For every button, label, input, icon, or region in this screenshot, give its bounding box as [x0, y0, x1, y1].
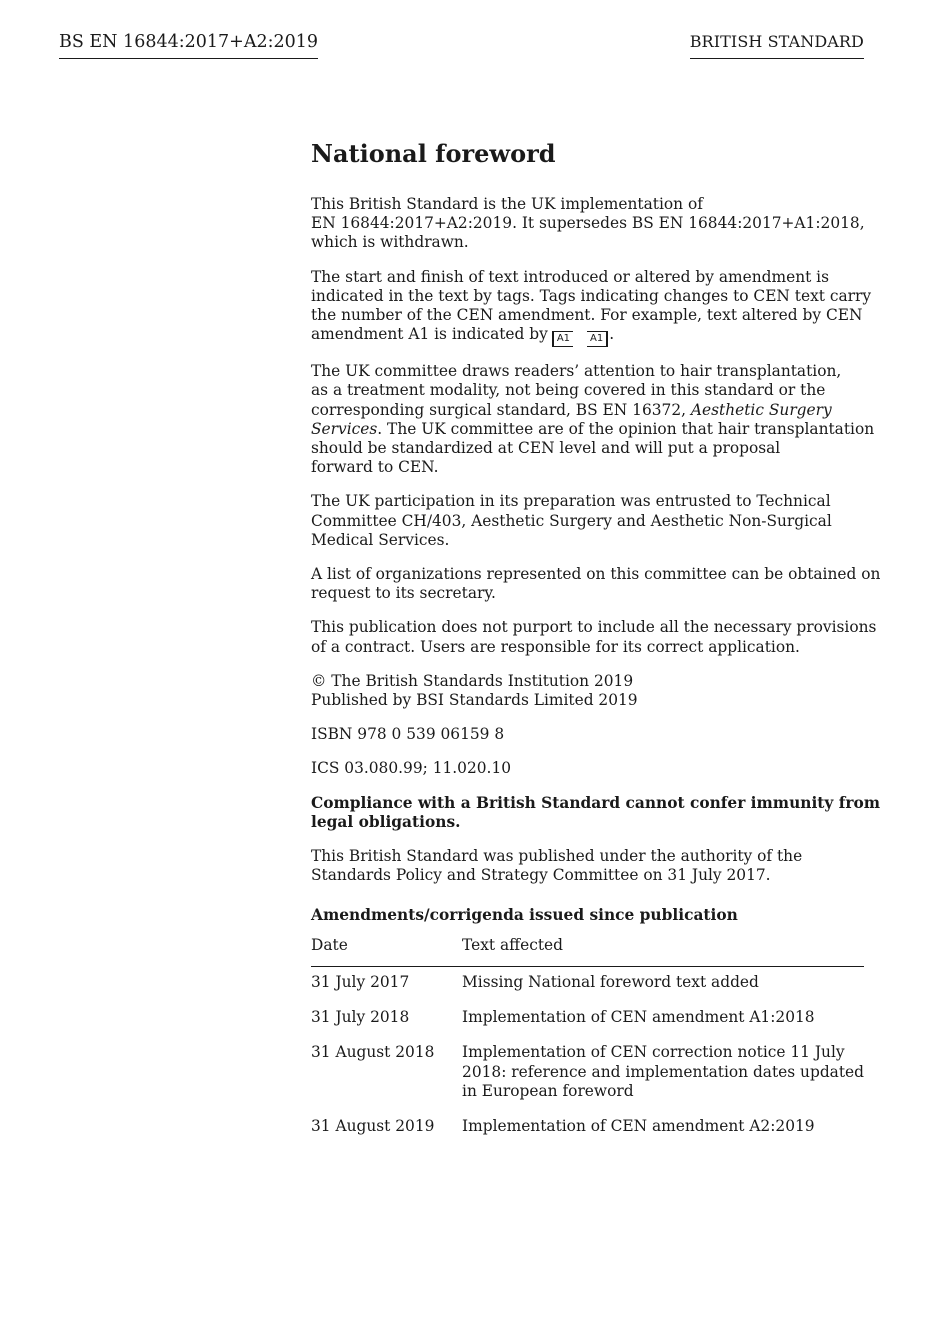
amendment-end-tag-icon: A1	[587, 331, 608, 347]
amendment-date: 31 August 2018	[311, 1043, 435, 1062]
text-line: the number of the CEN amendment. For example, text altered by CEN	[311, 306, 863, 325]
text-line: should be standardized at CEN level and will put a proposal	[311, 439, 781, 458]
table-header-row	[311, 932, 864, 967]
text-line	[311, 420, 874, 438]
text-fragment: amendment A1 is indicated by	[311, 325, 548, 344]
table-row	[311, 1117, 864, 1152]
text-line: This British Standard is the UK implementation of	[311, 195, 703, 213]
hair-transplantation-paragraph	[311, 362, 875, 477]
text-line	[311, 401, 832, 419]
text-line: legal obligations.	[311, 812, 461, 831]
text-line: A list of organizations represented on this committee can be obtained on	[311, 565, 881, 584]
organizations-paragraph	[311, 565, 881, 603]
column-header-text-affected: Text affected	[462, 932, 864, 967]
text-line: Implementation of CEN amendment A2:2019	[462, 1116, 815, 1135]
header-publisher-label: BRITISH STANDARD	[690, 31, 864, 59]
text-line: Standards Policy and Strategy Committee on 31 July 2017.	[311, 866, 771, 885]
amendment-start-tag-icon: A1	[552, 331, 573, 347]
intro-paragraph	[311, 195, 864, 253]
table-row	[311, 1043, 864, 1117]
header-standard-number: BS EN 16844:2017+A2:2019	[59, 31, 318, 59]
text-line: Compliance with a British Standard cannot confer immunity from	[311, 793, 880, 812]
text-line: This publication does not purport to include all the necessary provisions	[311, 618, 877, 637]
text-line: in European foreword	[462, 1081, 634, 1100]
standard-title-italic: Aesthetic Surgery	[690, 400, 832, 419]
text-line: request to its secretary.	[311, 584, 496, 603]
text-line: Published by BSI Standards Limited 2019	[311, 691, 638, 710]
text-line: The UK committee draws readers’ attention to hair transplantation,	[311, 362, 842, 381]
participation-paragraph	[311, 492, 864, 550]
amendment-description	[462, 966, 864, 1008]
text-line: Implementation of CEN amendment A1:2018	[462, 1008, 815, 1027]
text-line: indicated in the text by tags. Tags indicating changes to CEN text carry	[311, 286, 872, 305]
amendment-date: 31 July 2018	[311, 1008, 410, 1027]
amendment-description	[462, 1008, 864, 1043]
text-line: Missing National foreword text added	[462, 972, 759, 991]
text-line: which is withdrawn.	[311, 233, 469, 252]
amendment-date: 31 August 2019	[311, 1116, 435, 1135]
amendments-heading: Amendments/corrigenda issued since publication	[311, 906, 738, 925]
text-line: The start and finish of text introduced or altered by amendment is	[311, 267, 829, 286]
text-line	[311, 325, 614, 343]
text-line: The UK participation in its preparation was entrusted to Technical	[311, 492, 831, 511]
text-fragment: .	[609, 325, 615, 344]
amendments-table	[311, 932, 864, 1152]
text-line: Implementation of CEN correction notice 11 July	[462, 1043, 845, 1062]
isbn: ISBN 978 0 539 06159 8	[311, 725, 505, 744]
text-fragment: corresponding surgical standard, BS EN 16372,	[311, 400, 687, 419]
text-line: of a contract. Users are responsible for its correct application.	[311, 637, 800, 656]
table-row	[311, 966, 864, 1008]
text-line: Medical Services.	[311, 530, 450, 549]
column-header-date: Date	[311, 932, 462, 967]
amendment-description	[462, 1043, 864, 1117]
national-foreword	[311, 138, 881, 1152]
page-title: National foreword	[311, 139, 556, 168]
table-row	[311, 1008, 864, 1043]
text-fragment: . The UK committee are of the opinion that hair transplantation	[377, 419, 875, 438]
text-line: This British Standard was published under the authority of the	[311, 847, 803, 866]
text-line: 2018: reference and implementation dates updated	[462, 1062, 864, 1081]
text-line: forward to CEN.	[311, 458, 439, 477]
amendment-description	[462, 1117, 864, 1152]
provisions-paragraph	[311, 618, 877, 656]
text-line: as a treatment modality, not being covered in this standard or the	[311, 381, 826, 400]
ics-code: ICS 03.080.99; 11.020.10	[311, 759, 512, 778]
compliance-notice	[311, 793, 880, 832]
copyright-notice	[311, 672, 864, 710]
authority-statement	[311, 847, 864, 885]
standard-title-italic: Services	[311, 419, 378, 438]
amendment-date: 31 July 2017	[311, 972, 410, 991]
text-line: Committee CH/403, Aesthetic Surgery and Aesthetic Non-Surgical	[311, 511, 832, 530]
amendment-tags-paragraph	[311, 267, 872, 348]
text-line: © The British Standards Institution 2019	[311, 671, 634, 690]
text-line: EN 16844:2017+A2:2019. It supersedes BS EN 16844:2017+A1:2018,	[311, 214, 865, 233]
